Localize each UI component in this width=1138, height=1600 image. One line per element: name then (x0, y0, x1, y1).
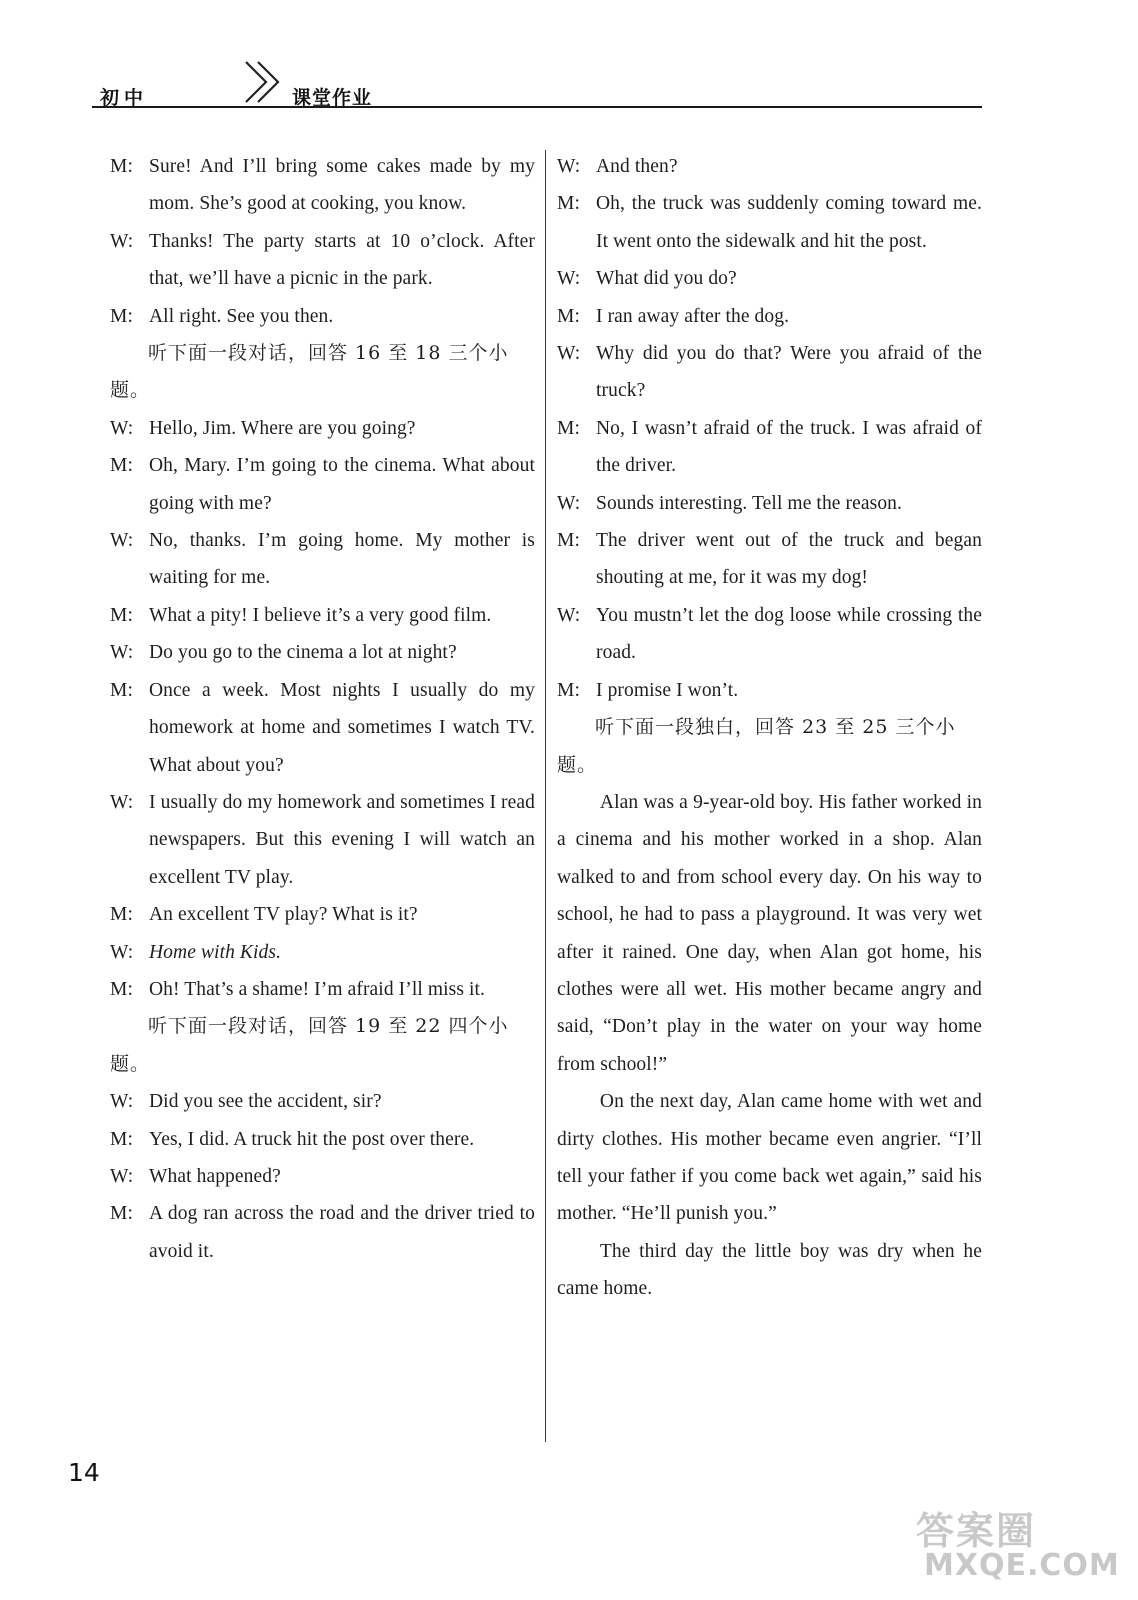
speaker-label: M: (110, 604, 133, 626)
speaker-label: W: (110, 1165, 134, 1187)
dialog-text: Oh! That’s a shame! I’m afraid I’ll miss it. (149, 978, 485, 1000)
speaker-label: M: (557, 193, 580, 215)
dialog-line (110, 896, 535, 933)
dialog-line (557, 260, 982, 297)
dialog-line (110, 1195, 535, 1270)
speaker-label: W: (110, 941, 134, 963)
left-column (110, 148, 535, 1270)
speaker-label: W: (110, 230, 134, 252)
speaker-label: M: (110, 305, 133, 327)
dialog-line (557, 298, 982, 335)
dialog-line (110, 298, 535, 335)
dialog-line (110, 223, 535, 298)
dialog-text: I promise I won’t. (596, 679, 739, 701)
page-number: 14 (68, 1458, 100, 1487)
speaker-label: M: (557, 530, 580, 552)
dialog-line (110, 784, 535, 896)
dialog-text: Hello, Jim. Where are you going? (149, 417, 416, 439)
speaker-label: W: (110, 417, 134, 439)
dialog-text: You mustn’t let the dog loose while crossing the road. (596, 604, 982, 664)
dialog-line (110, 597, 535, 634)
dialog-text: Oh, the truck was suddenly coming toward me. It went onto the sidewalk and hit the post. (596, 193, 982, 252)
dialog-line (557, 410, 982, 485)
section-instruction: 听下面一段对话，回答 19 至 22 四个小题。 (110, 1015, 509, 1075)
dialog-text: What did you do? (596, 268, 737, 290)
dialog-text: Once a week. Most nights I usually do my homework at home and sometimes I watch TV. What about you? (149, 679, 535, 776)
dialog-line (110, 1158, 535, 1195)
section-instruction: 听下面一段独白，回答 23 至 25 三个小题。 (557, 716, 956, 776)
page-header (92, 58, 982, 110)
dialog-line (557, 485, 982, 522)
dialog-text: Home with Kids. (149, 941, 282, 963)
speaker-label: W: (557, 268, 581, 290)
dialog-line (110, 634, 535, 671)
dialog-text: Sounds interesting. Tell me the reason. (596, 492, 902, 514)
speaker-label: W: (557, 492, 581, 514)
dialog-text: An excellent TV play? What is it? (149, 904, 418, 926)
dialog-text: Why did you do that? Were you afraid of the truck? (596, 343, 982, 402)
dialog-text: Do you go to the cinema a lot at night? (149, 642, 457, 664)
dialog-text: I ran away after the dog. (596, 305, 790, 327)
dialog-text: Oh, Mary. I’m going to the cinema. What about going with me? (149, 455, 535, 514)
dialog-text: And then? (596, 156, 678, 177)
speaker-label: W: (110, 791, 134, 813)
dialog-text: All right. See you then. (149, 305, 334, 327)
dialog-text: No, thanks. I’m going home. My mother is waiting for me. (149, 530, 535, 589)
dialog-text: I usually do my homework and sometimes I read newspapers. But this evening I will watch an excellent TV play. (149, 791, 535, 888)
dialog-text: What a pity! I believe it’s a very good film. (149, 604, 492, 626)
speaker-label: M: (110, 679, 133, 701)
dialog-text: Yes, I did. A truck hit the post over there. (149, 1128, 475, 1150)
right-column (557, 148, 982, 1308)
section-instruction: 听下面一段对话，回答 16 至 18 三个小题。 (110, 342, 509, 402)
dialog-line (557, 672, 982, 709)
dialog-text: A dog ran across the road and the driver tried to avoid it. (149, 1203, 535, 1262)
watermark-logo (912, 1500, 1122, 1590)
speaker-label: M: (110, 156, 133, 177)
speaker-label: W: (557, 343, 581, 365)
speaker-label: M: (110, 1203, 133, 1225)
dialog-line (557, 522, 982, 597)
dialog-line (110, 934, 535, 971)
dialog-line (557, 148, 982, 185)
speaker-label: W: (110, 642, 134, 664)
dialog-line (110, 1083, 535, 1120)
speaker-label: M: (557, 679, 580, 701)
dialog-line (557, 185, 982, 260)
watermark-url: MXQE.COM (924, 1548, 1120, 1583)
dialog-text: Thanks! The party starts at 10 o’clock. After that, we’ll have a picnic in the park. (149, 230, 535, 290)
dialog-line (557, 597, 982, 672)
speaker-label: M: (557, 305, 580, 327)
dialog-line (110, 1121, 535, 1158)
speaker-label: W: (110, 1091, 134, 1113)
grade-label: 初中 (100, 87, 149, 109)
paragraph: Alan was a 9-year-old boy. His father worked in a cinema and his mother worked in a shop. Alan walked to and from school every day. On his way to school, he had to pass a playground. It was very wet after it rained. One day, when Alan got home, his clothes were all wet. His mother became angry and said, “Don’t play in the water on your way home from school!” (557, 791, 982, 1075)
speaker-label: M: (110, 904, 133, 926)
paragraph: The third day the little boy was dry when he came home. (557, 1240, 982, 1300)
speaker-label: W: (557, 156, 581, 177)
double-chevron-icon (242, 60, 284, 104)
dialog-text: Did you see the accident, sir? (149, 1091, 382, 1113)
dialog-text: No, I wasn’t afraid of the truck. I was afraid of the driver. (596, 417, 982, 477)
dialog-line (110, 971, 535, 1008)
speaker-label: W: (557, 604, 581, 626)
dialog-line (110, 410, 535, 447)
section-title: 课堂作业 (292, 87, 373, 109)
speaker-label: M: (110, 978, 133, 1000)
dialog-line (110, 148, 535, 223)
dialog-text: What happened? (149, 1165, 281, 1187)
paragraph: On the next day, Alan came home with wet and dirty clothes. His mother became even angrier. “I’ll tell your father if you come back wet again,” said his mother. “He’ll punish you.” (557, 1091, 982, 1225)
column-divider (545, 150, 546, 1442)
dialog-line (557, 335, 982, 410)
header-rule (92, 106, 982, 108)
dialog-line (110, 522, 535, 597)
watermark-text: 答案圈 (916, 1509, 1037, 1553)
dialog-line (110, 672, 535, 784)
dialog-text: Sure! And I’ll bring some cakes made by my mom. She’s good at cooking, you know. (149, 156, 535, 215)
dialog-text: The driver went out of the truck and began shouting at me, for it was my dog! (596, 530, 982, 589)
speaker-label: M: (110, 1128, 133, 1150)
speaker-label: M: (110, 455, 133, 477)
speaker-label: W: (110, 530, 134, 552)
speaker-label: M: (557, 417, 580, 439)
dialog-line (110, 447, 535, 522)
